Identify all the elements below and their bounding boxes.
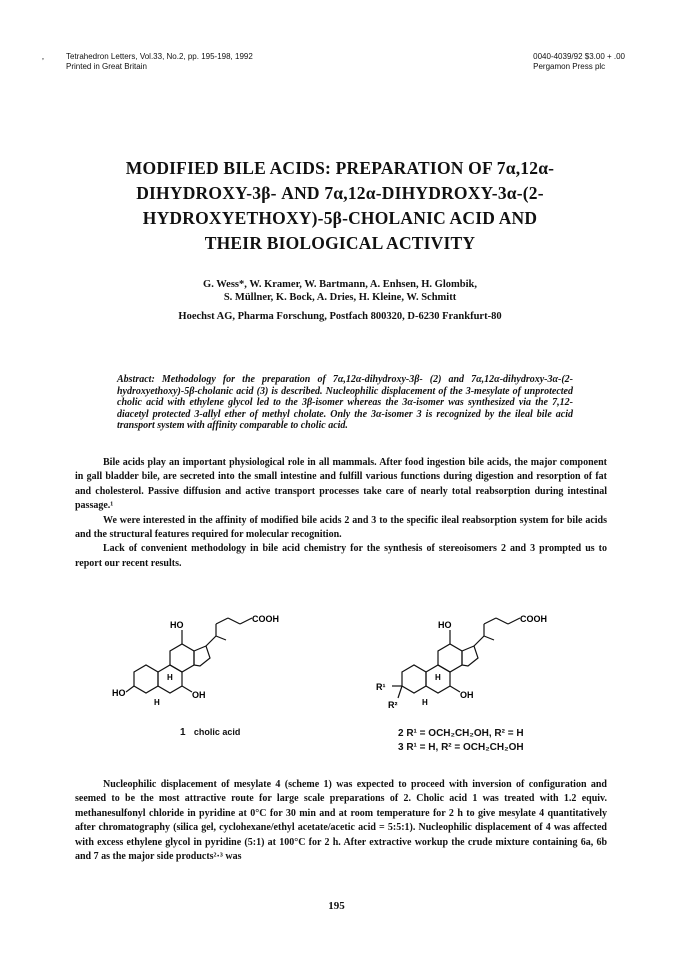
paragraph: Bile acids play an important physiological role in all mammals. After food ingestion bile acids, the major component in gall bladder bile, are secreted into the small intestine and fulfill various functions during digestion and resorption of fat and cholesterol. Passive diffusion and active transport processes take care of nearly total reabsorption during intestinal passage.¹ (75, 457, 607, 512)
r2-label: R² (388, 700, 398, 710)
paper-title (80, 156, 600, 256)
publisher-header (533, 52, 625, 72)
title-line: HYDROXYETHOXY)-5β-CHOLANIC ACID AND (142, 208, 538, 228)
ho-top-label: HO (170, 620, 184, 630)
cooh-label: COOH (520, 614, 547, 624)
structure-compounds-2-3 (370, 610, 570, 720)
abstract-label: Abstract: (117, 374, 155, 385)
title-line: MODIFIED BILE ACIDS: PREPARATION OF 7α,12α- (125, 158, 555, 178)
affiliation: Hoechst AG, Pharma Forschung, Postfach 800320, D-6230 Frankfurt-80 (178, 311, 502, 322)
oh-label: OH (192, 690, 206, 700)
abstract-text: Methodology for the preparation of 7α,12α-dihydroxy-3β- (2) and 7α,12α-dihydroxy-3α-(2-hydroxyethoxy)-5β-cholanic acid (3) is described. Nucleophilic displacement of the 3-mesylate of unprotected cholic acid with ethylene glycol led to the 3β-isomer whereas the 3α-isomer was synthesized via the 7,12-diacetyl protected 3-allyl ether of methyl cholate. Only the 3α-isomer 3 is recognized by the ileal bile acid transport system with affinity comparable to cholic acid. (117, 374, 574, 431)
h-label: H (154, 698, 160, 707)
compound-name: cholic acid (193, 727, 241, 737)
compound-3-definition: 3 R¹ = H, R² = OCH₂CH₂OH (398, 742, 524, 753)
printed-in: Printed in Great Britain (66, 62, 147, 71)
journal-citation: Tetrahedron Letters, Vol.33, No.2, pp. 195-198, 1992 (66, 52, 253, 61)
title-line: DIHYDROXY-3β- AND 7α,12α-DIHYDROXY-3α-(2- (136, 183, 544, 203)
caption-compounds-2-3 (398, 727, 524, 755)
journal-header (66, 52, 253, 72)
compound-2-definition: 2 R¹ = OCH₂CH₂OH, R² = H (398, 728, 524, 739)
cooh-label: COOH (252, 614, 279, 624)
paragraph: Lack of convenient methodology in bile acid chemistry for the synthesis of stereoisomers 2 and 3 prompted us to report our recent results. (75, 543, 607, 569)
author-line: G. Wess*, W. Kramer, W. Bartmann, A. Enhsen, H. Glombik, (203, 279, 477, 290)
compound-number: 1 (180, 727, 186, 738)
paragraph: We were interested in the affinity of modified bile acids 2 and 3 to the specific ileal reabsorption system for bile acids and the structural features required for molecular recognition. (75, 514, 607, 541)
issn-price: 0040-4039/92 $3.00 + .00 (533, 52, 625, 61)
paragraph: Nucleophilic displacement of mesylate 4 (scheme 1) was expected to proceed with inversion of configuration and seemed to be the most attractive route for large scale preparations of 2. Cholic acid 1 was treated with 1.2 equiv. methanesulfonyl chloride in pyridine at 0°C for 30 min and at room temperature for 2 h to give mesylate 4 quantitatively after chromatography (silica gel, cyclohexane/ethyl acetate/acetic acid = 5:5:1). Nucleophilic displacement of 4 was affected with excess ethylene glycol in pyridine (5:1) at 100°C for 2 h. After extractive workup the crude mixture containing 6a, 6b and 7 as the major side products²·³ was (75, 779, 607, 863)
page-number: 195 (328, 900, 345, 912)
structure-cholic-acid (112, 610, 292, 720)
h-label: H (422, 698, 428, 707)
h-label: H (435, 673, 441, 682)
caption-cholic-acid (180, 727, 240, 738)
results-section (75, 778, 607, 864)
ho-left-label: HO (112, 688, 126, 698)
intro-section (75, 456, 607, 571)
publisher-name: Pergamon Press plc (533, 62, 606, 71)
r1-label: R¹ (376, 682, 386, 692)
oh-label: OH (460, 690, 474, 700)
title-line: THEIR BIOLOGICAL ACTIVITY (204, 233, 476, 253)
abstract (117, 374, 573, 432)
author-line: S. Müllner, K. Bock, A. Dries, H. Kleine, W. Schmitt (223, 291, 457, 303)
header-mark: , (42, 52, 44, 61)
h-label: H (167, 673, 173, 682)
ho-top-label: HO (438, 620, 452, 630)
author-list (80, 279, 600, 304)
